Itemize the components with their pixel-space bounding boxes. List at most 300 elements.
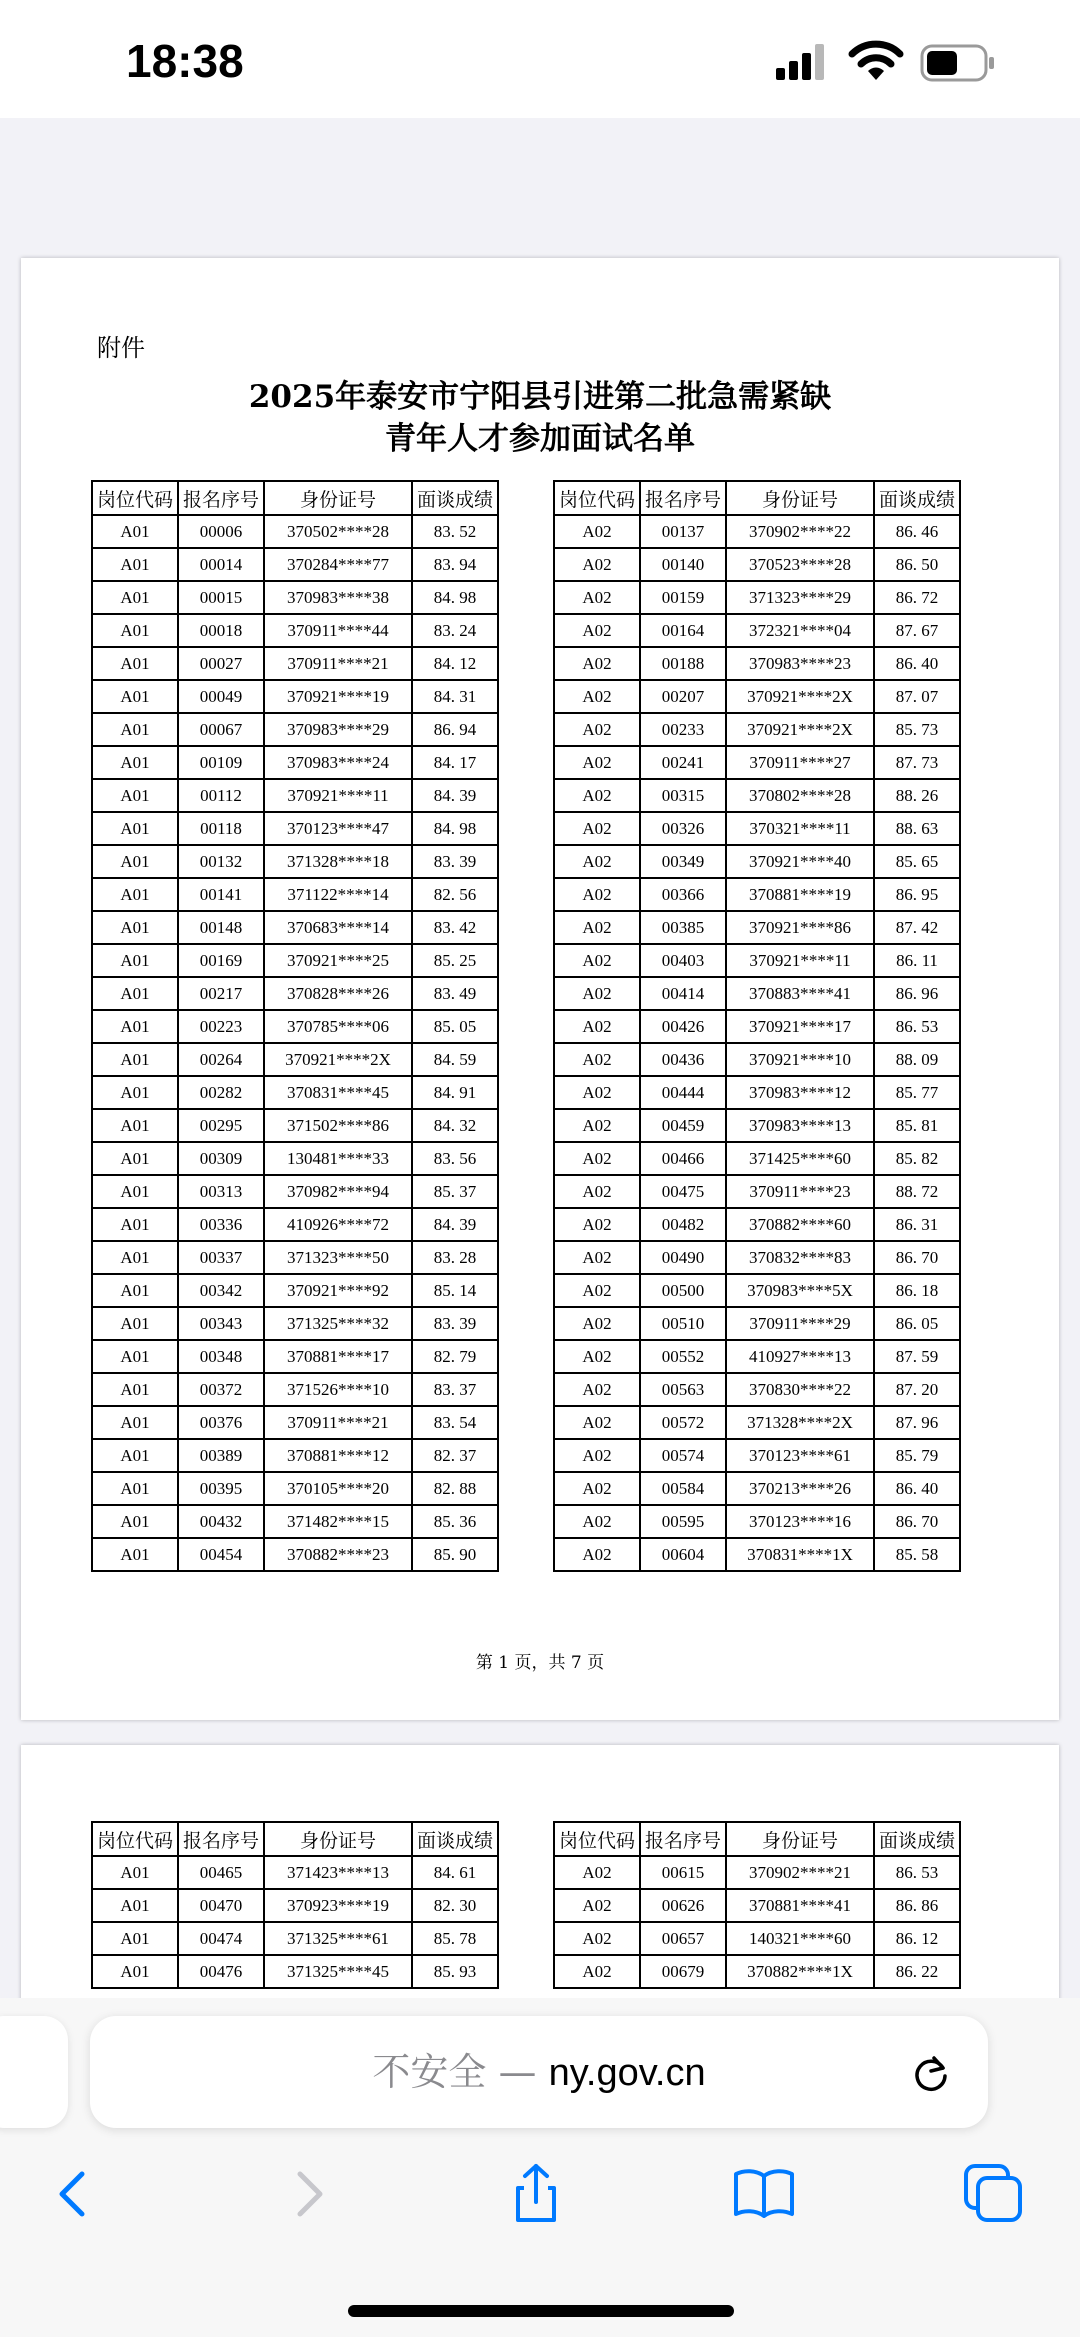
score-cell: 85. 14	[412, 1274, 498, 1307]
post-code-cell: A01	[92, 1076, 178, 1109]
score-cell: 82. 88	[412, 1472, 498, 1505]
reg-number-cell: 00282	[178, 1076, 264, 1109]
header-reg-number: 报名序号	[178, 1822, 264, 1856]
id-number-cell: 370881****12	[264, 1439, 412, 1472]
id-number-cell: 370921****2X	[264, 1043, 412, 1076]
reg-number-cell: 00140	[640, 548, 726, 581]
score-cell: 85. 90	[412, 1538, 498, 1571]
reg-number-cell: 00223	[178, 1010, 264, 1043]
id-number-cell: 370911****27	[726, 746, 874, 779]
score-cell: 86. 31	[874, 1208, 960, 1241]
share-button[interactable]	[504, 2162, 568, 2226]
id-number-cell: 371328****2X	[726, 1406, 874, 1439]
bookmarks-button[interactable]	[732, 2162, 796, 2226]
table-row	[92, 1208, 498, 1241]
id-number-cell: 370983****24	[264, 746, 412, 779]
id-number-cell: 370832****83	[726, 1241, 874, 1274]
id-number-cell: 371423****13	[264, 1856, 412, 1889]
battery-icon	[920, 44, 996, 82]
reg-number-cell: 00574	[640, 1439, 726, 1472]
table-row	[92, 1109, 498, 1142]
home-indicator	[348, 2305, 734, 2317]
header-id-number: 身份证号	[726, 481, 874, 515]
post-code-cell: A02	[554, 1406, 640, 1439]
table-row	[92, 1406, 498, 1439]
id-number-cell: 370921****11	[726, 944, 874, 977]
post-code-cell: A01	[92, 1043, 178, 1076]
table-row	[92, 1175, 498, 1208]
reg-number-cell: 00188	[640, 647, 726, 680]
post-code-cell: A01	[92, 1010, 178, 1043]
reg-number-cell: 00337	[178, 1241, 264, 1274]
post-code-cell: A01	[92, 1175, 178, 1208]
score-cell: 86. 53	[874, 1010, 960, 1043]
id-number-cell: 370911****21	[264, 1406, 412, 1439]
post-code-cell: A02	[554, 1922, 640, 1955]
id-number-cell: 370983****5X	[726, 1274, 874, 1307]
post-code-cell: A02	[554, 878, 640, 911]
candidate-table-right-page2	[553, 1821, 961, 1989]
score-cell: 84. 31	[412, 680, 498, 713]
post-code-cell: A02	[554, 845, 640, 878]
table-row	[92, 1307, 498, 1340]
doc-title-line1: 2025年泰安市宁阳县引进第二批急需紧缺	[248, 379, 832, 415]
post-code-cell: A01	[92, 1340, 178, 1373]
reg-number-cell: 00459	[640, 1109, 726, 1142]
reg-number-cell: 00132	[178, 845, 264, 878]
table-row	[92, 1340, 498, 1373]
table-row	[554, 1307, 960, 1340]
post-code-cell: A02	[554, 713, 640, 746]
score-cell: 84. 98	[412, 581, 498, 614]
id-number-cell: 370921****19	[264, 680, 412, 713]
score-cell: 88. 26	[874, 779, 960, 812]
table-row	[92, 680, 498, 713]
header-post-code: 岗位代码	[92, 481, 178, 515]
candidate-table-right	[553, 480, 961, 1572]
score-cell: 84. 39	[412, 779, 498, 812]
id-number-cell: 370123****16	[726, 1505, 874, 1538]
score-cell: 85. 65	[874, 845, 960, 878]
score-cell: 87. 20	[874, 1373, 960, 1406]
previous-tab-card[interactable]	[0, 2016, 68, 2128]
score-cell: 84. 59	[412, 1043, 498, 1076]
post-code-cell: A01	[92, 1142, 178, 1175]
post-code-cell: A01	[92, 1109, 178, 1142]
table-row	[554, 812, 960, 845]
post-code-cell: A02	[554, 581, 640, 614]
post-code-cell: A01	[92, 713, 178, 746]
score-cell: 86. 95	[874, 878, 960, 911]
score-cell: 85. 77	[874, 1076, 960, 1109]
score-cell: 83. 37	[412, 1373, 498, 1406]
attachment-label: 附件	[97, 334, 145, 362]
post-code-cell: A02	[554, 680, 640, 713]
reg-number-cell: 00476	[178, 1955, 264, 1988]
id-number-cell: 370830****22	[726, 1373, 874, 1406]
table-row	[92, 1538, 498, 1571]
table-row	[554, 878, 960, 911]
table-row	[554, 1142, 960, 1175]
id-number-cell: 370921****10	[726, 1043, 874, 1076]
post-code-cell: A02	[554, 647, 640, 680]
score-cell: 85. 93	[412, 1955, 498, 1988]
table-row	[554, 1208, 960, 1241]
table-row	[554, 680, 960, 713]
reg-number-cell: 00366	[640, 878, 726, 911]
id-number-cell: 370213****26	[726, 1472, 874, 1505]
post-code-cell: A02	[554, 1142, 640, 1175]
reg-number-cell: 00414	[640, 977, 726, 1010]
post-code-cell: A01	[92, 1406, 178, 1439]
reg-number-cell: 00475	[640, 1175, 726, 1208]
id-number-cell: 371323****29	[726, 581, 874, 614]
id-number-cell: 371526****10	[264, 1373, 412, 1406]
reg-number-cell: 00500	[640, 1274, 726, 1307]
post-code-cell: A01	[92, 1208, 178, 1241]
id-number-cell: 370921****25	[264, 944, 412, 977]
table-row	[92, 845, 498, 878]
id-number-cell: 370983****13	[726, 1109, 874, 1142]
reg-number-cell: 00264	[178, 1043, 264, 1076]
post-code-cell: A02	[554, 977, 640, 1010]
table-row	[554, 845, 960, 878]
post-code-cell: A02	[554, 1307, 640, 1340]
doc-title-line2: 青年人才参加面试名单	[385, 421, 695, 457]
post-code-cell: A02	[554, 812, 640, 845]
post-code-cell: A01	[92, 1505, 178, 1538]
post-code-cell: A02	[554, 1208, 640, 1241]
reg-number-cell: 00679	[640, 1955, 726, 1988]
browser-toolbar	[0, 1998, 1080, 2337]
score-cell: 86. 50	[874, 548, 960, 581]
score-cell: 83. 24	[412, 614, 498, 647]
id-number-cell: 370831****1X	[726, 1538, 874, 1571]
score-cell: 82. 56	[412, 878, 498, 911]
table-row	[92, 1472, 498, 1505]
reg-number-cell: 00018	[178, 614, 264, 647]
id-number-cell: 370785****06	[264, 1010, 412, 1043]
score-cell: 86. 05	[874, 1307, 960, 1340]
score-cell: 86. 96	[874, 977, 960, 1010]
pdf-page-1	[21, 258, 1059, 1720]
table-row	[92, 1856, 498, 1889]
reg-number-cell: 00395	[178, 1472, 264, 1505]
table-row	[554, 1076, 960, 1109]
post-code-cell: A02	[554, 1043, 640, 1076]
id-number-cell: 410926****72	[264, 1208, 412, 1241]
reg-number-cell: 00315	[640, 779, 726, 812]
table-row	[554, 1439, 960, 1472]
reg-number-cell: 00295	[178, 1109, 264, 1142]
score-cell: 86. 11	[874, 944, 960, 977]
post-code-cell: A01	[92, 1472, 178, 1505]
header-id-number: 身份证号	[264, 481, 412, 515]
reg-number-cell: 00552	[640, 1340, 726, 1373]
reg-number-cell: 00313	[178, 1175, 264, 1208]
reg-number-cell: 00112	[178, 779, 264, 812]
score-cell: 83. 49	[412, 977, 498, 1010]
table-row	[92, 1505, 498, 1538]
table-row	[92, 944, 498, 977]
reg-number-cell: 00389	[178, 1439, 264, 1472]
status-bar	[0, 0, 1080, 118]
id-number-cell: 370911****44	[264, 614, 412, 647]
header-post-code: 岗位代码	[554, 481, 640, 515]
post-code-cell: A02	[554, 1175, 640, 1208]
reg-number-cell: 00326	[640, 812, 726, 845]
score-cell: 87. 59	[874, 1340, 960, 1373]
reg-number-cell: 00615	[640, 1856, 726, 1889]
post-code-cell: A01	[92, 1922, 178, 1955]
post-code-cell: A01	[92, 647, 178, 680]
reg-number-cell: 00137	[640, 515, 726, 548]
back-button[interactable]	[42, 2162, 106, 2226]
reg-number-cell: 00015	[178, 581, 264, 614]
reg-number-cell: 00006	[178, 515, 264, 548]
table-row	[554, 515, 960, 548]
score-cell: 86. 72	[874, 581, 960, 614]
id-number-cell: 370881****17	[264, 1340, 412, 1373]
post-code-cell: A01	[92, 1538, 178, 1571]
score-cell: 84. 39	[412, 1208, 498, 1241]
header-score: 面谈成绩	[874, 481, 960, 515]
table-row	[92, 581, 498, 614]
reg-number-cell: 00604	[640, 1538, 726, 1571]
id-number-cell: 370802****28	[726, 779, 874, 812]
score-cell: 88. 72	[874, 1175, 960, 1208]
table-row	[554, 548, 960, 581]
post-code-cell: A02	[554, 1955, 640, 1988]
page-footer: 第 1 页，共 7 页	[475, 1653, 605, 1673]
reg-number-cell: 00626	[640, 1889, 726, 1922]
score-cell: 85. 79	[874, 1439, 960, 1472]
score-cell: 88. 63	[874, 812, 960, 845]
table-row	[92, 911, 498, 944]
id-number-cell: 370883****41	[726, 977, 874, 1010]
post-code-cell: A01	[92, 878, 178, 911]
post-code-cell: A02	[554, 515, 640, 548]
forward-button[interactable]	[276, 2162, 340, 2226]
post-code-cell: A02	[554, 1505, 640, 1538]
post-code-cell: A01	[92, 1307, 178, 1340]
id-number-cell: 370983****38	[264, 581, 412, 614]
score-cell: 87. 67	[874, 614, 960, 647]
score-cell: 86. 94	[412, 713, 498, 746]
post-code-cell: A01	[92, 614, 178, 647]
score-cell: 84. 12	[412, 647, 498, 680]
reg-number-cell: 00241	[640, 746, 726, 779]
reg-number-cell: 00444	[640, 1076, 726, 1109]
id-number-cell: 370921****2X	[726, 713, 874, 746]
id-number-cell: 370911****23	[726, 1175, 874, 1208]
insecure-label: 不安全 —	[372, 2050, 549, 2094]
table-row	[92, 1373, 498, 1406]
post-code-cell: A02	[554, 944, 640, 977]
table-row	[554, 1010, 960, 1043]
reg-number-cell: 00436	[640, 1043, 726, 1076]
score-cell: 85. 37	[412, 1175, 498, 1208]
score-cell: 85. 78	[412, 1922, 498, 1955]
post-code-cell: A02	[554, 1373, 640, 1406]
id-number-cell: 371122****14	[264, 878, 412, 911]
header-score: 面谈成绩	[412, 1822, 498, 1856]
table-row	[92, 713, 498, 746]
table-row	[554, 1340, 960, 1373]
address-text[interactable]	[90, 2016, 988, 2129]
post-code-cell: A01	[92, 812, 178, 845]
table-row	[92, 1241, 498, 1274]
table-row	[554, 1472, 960, 1505]
reg-number-cell: 00466	[640, 1142, 726, 1175]
tabs-button[interactable]	[962, 2162, 1026, 2226]
id-number-cell: 370881****19	[726, 878, 874, 911]
score-cell: 84. 17	[412, 746, 498, 779]
table-row	[554, 1043, 960, 1076]
id-number-cell: 370902****22	[726, 515, 874, 548]
table-row	[92, 1010, 498, 1043]
header-id-number: 身份证号	[264, 1822, 412, 1856]
table-row	[554, 1406, 960, 1439]
table-row	[554, 779, 960, 812]
table-row	[554, 944, 960, 977]
table-row	[554, 977, 960, 1010]
post-code-cell: A02	[554, 1076, 640, 1109]
reg-number-cell: 00432	[178, 1505, 264, 1538]
post-code-cell: A02	[554, 1340, 640, 1373]
post-code-cell: A02	[554, 548, 640, 581]
post-code-cell: A01	[92, 515, 178, 548]
id-number-cell: 370502****28	[264, 515, 412, 548]
table-row	[554, 1889, 960, 1922]
address-bar[interactable]	[90, 2016, 988, 2128]
reg-number-cell: 00164	[640, 614, 726, 647]
table-row	[92, 1889, 498, 1922]
post-code-cell: A01	[92, 944, 178, 977]
score-cell: 86. 12	[874, 1922, 960, 1955]
id-number-cell: 140321****60	[726, 1922, 874, 1955]
reg-number-cell: 00109	[178, 746, 264, 779]
reg-number-cell: 00572	[640, 1406, 726, 1439]
id-number-cell: 370923****19	[264, 1889, 412, 1922]
table-row	[554, 614, 960, 647]
score-cell: 85. 73	[874, 713, 960, 746]
post-code-cell: A02	[554, 1439, 640, 1472]
score-cell: 87. 73	[874, 746, 960, 779]
post-code-cell: A01	[92, 581, 178, 614]
post-code-cell: A02	[554, 614, 640, 647]
reg-number-cell: 00343	[178, 1307, 264, 1340]
id-number-cell: 370983****12	[726, 1076, 874, 1109]
score-cell: 86. 40	[874, 647, 960, 680]
reg-number-cell: 00336	[178, 1208, 264, 1241]
score-cell: 86. 70	[874, 1505, 960, 1538]
post-code-cell: A02	[554, 1472, 640, 1505]
score-cell: 83. 42	[412, 911, 498, 944]
id-number-cell: 370882****23	[264, 1538, 412, 1571]
id-number-cell: 372321****04	[726, 614, 874, 647]
header-reg-number: 报名序号	[178, 481, 264, 515]
post-code-cell: A01	[92, 1889, 178, 1922]
post-code-cell: A01	[92, 1439, 178, 1472]
score-cell: 84. 91	[412, 1076, 498, 1109]
reload-icon[interactable]	[910, 2052, 952, 2094]
candidate-table-left-page2	[91, 1821, 499, 1989]
id-number-cell: 130481****33	[264, 1142, 412, 1175]
score-cell: 86. 53	[874, 1856, 960, 1889]
table-row	[92, 515, 498, 548]
reg-number-cell: 00385	[640, 911, 726, 944]
score-cell: 84. 32	[412, 1109, 498, 1142]
reg-number-cell: 00349	[640, 845, 726, 878]
reg-number-cell: 00465	[178, 1856, 264, 1889]
score-cell: 83. 56	[412, 1142, 498, 1175]
table-row	[554, 647, 960, 680]
post-code-cell: A02	[554, 1889, 640, 1922]
id-number-cell: 370911****21	[264, 647, 412, 680]
header-id-number: 身份证号	[726, 1822, 874, 1856]
post-code-cell: A02	[554, 1274, 640, 1307]
table-row	[92, 746, 498, 779]
table-row	[554, 1505, 960, 1538]
post-code-cell: A01	[92, 746, 178, 779]
score-cell: 83. 94	[412, 548, 498, 581]
pdf-viewer[interactable]	[0, 118, 1080, 1998]
header-post-code: 岗位代码	[554, 1822, 640, 1856]
post-code-cell: A01	[92, 1955, 178, 1988]
id-number-cell: 370982****94	[264, 1175, 412, 1208]
id-number-cell: 371482****15	[264, 1505, 412, 1538]
score-cell: 88. 09	[874, 1043, 960, 1076]
id-number-cell: 370921****86	[726, 911, 874, 944]
reg-number-cell: 00348	[178, 1340, 264, 1373]
id-number-cell: 371502****86	[264, 1109, 412, 1142]
id-number-cell: 370921****40	[726, 845, 874, 878]
post-code-cell: A02	[554, 1109, 640, 1142]
reg-number-cell: 00470	[178, 1889, 264, 1922]
table-row	[92, 1955, 498, 1988]
header-reg-number: 报名序号	[640, 1822, 726, 1856]
candidate-table-left	[91, 480, 499, 1572]
post-code-cell: A01	[92, 548, 178, 581]
reg-number-cell: 00159	[640, 581, 726, 614]
score-cell: 86. 40	[874, 1472, 960, 1505]
id-number-cell: 370123****47	[264, 812, 412, 845]
score-cell: 86. 18	[874, 1274, 960, 1307]
id-number-cell: 370921****92	[264, 1274, 412, 1307]
id-number-cell: 370881****41	[726, 1889, 874, 1922]
score-cell: 87. 42	[874, 911, 960, 944]
table-row	[554, 1922, 960, 1955]
post-code-cell: A02	[554, 1010, 640, 1043]
id-number-cell: 370882****60	[726, 1208, 874, 1241]
score-cell: 84. 61	[412, 1856, 498, 1889]
reg-number-cell: 00217	[178, 977, 264, 1010]
id-number-cell: 370105****20	[264, 1472, 412, 1505]
table-row	[554, 1373, 960, 1406]
post-code-cell: A01	[92, 680, 178, 713]
score-cell: 87. 07	[874, 680, 960, 713]
reg-number-cell: 00027	[178, 647, 264, 680]
score-cell: 83. 39	[412, 845, 498, 878]
table-row	[92, 1043, 498, 1076]
header-reg-number: 报名序号	[640, 481, 726, 515]
header-score: 面谈成绩	[412, 481, 498, 515]
reg-number-cell: 00563	[640, 1373, 726, 1406]
reg-number-cell: 00014	[178, 548, 264, 581]
reg-number-cell: 00169	[178, 944, 264, 977]
status-time: 18:38	[126, 35, 244, 87]
